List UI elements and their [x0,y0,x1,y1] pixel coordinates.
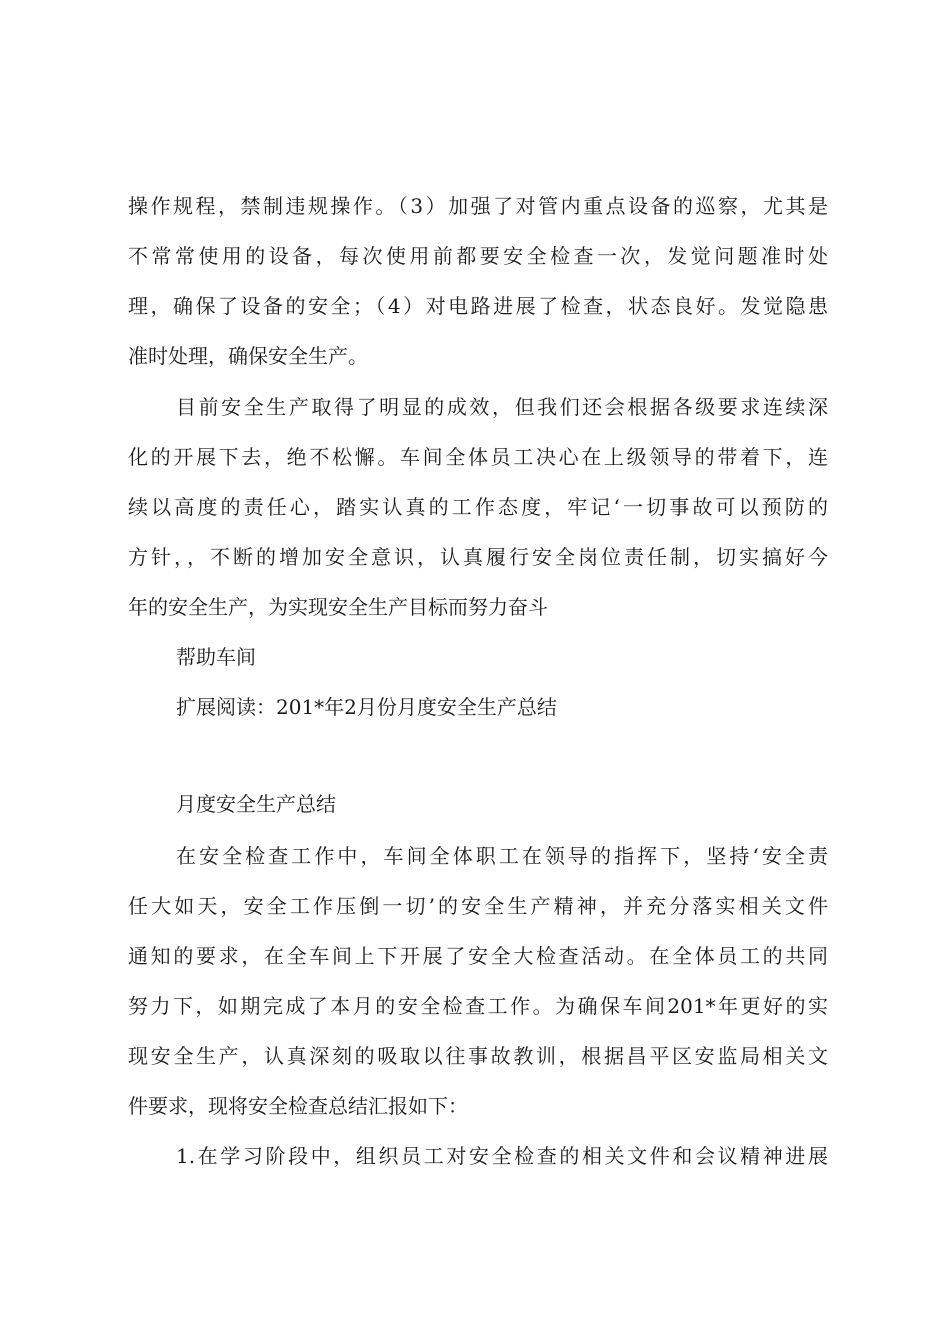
paragraph-line: 1.在学习阶段中，组织员工对安全检查的相关文件和会议精神进展 [176,1144,828,1168]
paragraph-line: 理，确保了设备的安全；（4）对电路进展了检查，状态良好。发觉隐患 [128,294,828,318]
paragraph-line: 通知的要求，在全车间上下开展了安全大检查活动。在全体员工的共同 [128,944,828,968]
paragraph-line: 不常常使用的设备，每次使用前都要安全检查一次，发觉问题准时处 [128,244,828,268]
paragraph-line: 件要求，现将安全检查总结汇报如下： [128,1094,468,1118]
paragraph-line: 现安全生产，认真深刻的吸取以往事故教训，根据昌平区安监局相关文 [128,1044,828,1068]
paragraph-line: 化的开展下去，绝不松懈。车间全体员工决心在上级领导的带着下，连 [128,445,828,469]
paragraph-line: 努力下，如期完成了本月的安全检查工作。为确保车间201*年更好的实 [128,994,828,1018]
signature-line: 帮助车间 [176,645,256,669]
paragraph-line: 年的安全生产，为实现安全生产目标而努力奋斗 [128,595,548,619]
paragraph-line: 方针，，不断的增加安全意识，认真履行安全岗位责任制，切实搞好今 [128,545,828,569]
section-title: 月度安全生产总结 [176,792,336,816]
paragraph-line: 任大如天，安全工作压倒一切’的安全生产精神，并充分落实相关文件 [128,894,828,918]
paragraph-line: 续以高度的责任心，踏实认真的工作态度，牢记‘一切事故可以预防的 [128,495,828,519]
paragraph-line: 在安全检查工作中，车间全体职工在领导的指挥下，坚持‘安全责 [176,844,828,868]
paragraph-line: 操作规程，禁制违规操作。（3）加强了对管内重点设备的巡察，尤其是 [128,194,828,218]
paragraph-line: 目前安全生产取得了明显的成效，但我们还会根据各级要求连续深 [176,395,828,419]
extended-reading-title: 扩展阅读：201*年2月份月度安全生产总结 [176,695,557,719]
paragraph-line: 准时处理，确保安全生产。 [128,344,368,368]
